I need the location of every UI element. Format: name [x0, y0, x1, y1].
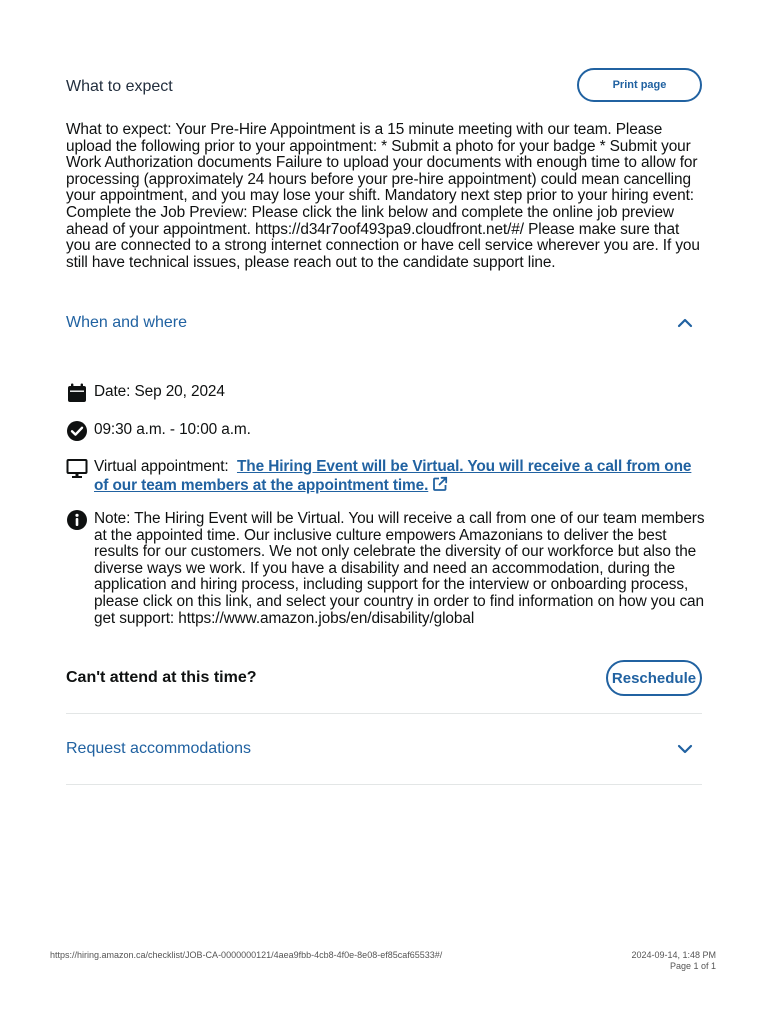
what-to-expect-title: What to expect: [66, 78, 173, 95]
request-accommodations-title: Request accommodations: [66, 740, 251, 757]
footer-meta: [631, 950, 716, 972]
chevron-down-icon: [676, 740, 694, 758]
monitor-icon: [66, 457, 88, 479]
divider: [66, 713, 702, 714]
appointment-time: 09:30 a.m. - 10:00 a.m.: [94, 421, 251, 438]
footer-datetime: 2024-09-14, 1:48 PM: [631, 950, 716, 960]
print-page-button[interactable]: Print page: [577, 68, 702, 102]
request-accommodations-accordion[interactable]: [66, 734, 702, 764]
when-and-where-title: When and where: [66, 314, 187, 331]
when-and-where-accordion[interactable]: [66, 308, 702, 338]
calendar-icon: [66, 382, 88, 404]
virtual-appointment-label: Virtual appointment:: [94, 458, 229, 475]
virtual-appointment-link[interactable]: The Hiring Event will be Virtual. You will receive a call from one of our team members at the appointment time.: [94, 458, 692, 494]
reschedule-row: [66, 660, 702, 696]
info-icon: [66, 509, 88, 531]
divider: [66, 784, 702, 785]
check-circle-icon: [66, 420, 88, 442]
external-link-icon[interactable]: [432, 476, 448, 492]
cant-attend-label: Can't attend at this time?: [66, 669, 257, 686]
what-to-expect-header: [66, 68, 702, 106]
date-row: [66, 384, 706, 404]
appointment-date: Date: Sep 20, 2024: [94, 383, 225, 400]
footer-page-number: Page 1 of 1: [669, 961, 716, 971]
footer-url: https://hiring.amazon.ca/checklist/JOB-CA-0000000121/4aea9fbb-4cb8-4f0e-8e08-ef85caf65533#/: [50, 950, 443, 960]
what-to-expect-body: What to expect: Your Pre-Hire Appointment is a 15 minute meeting with our team. Please upload the following prior to your appointment: * Submit a photo for your badge * Submit your Work Authorization documents Failure to upload your documents with enough time to allow for processing (approximately 24 hours before your pre-hire appointment) could mean cancelling your appointment, and you may lose your shift. Mandatory next step prior to your hiring event: Complete the Job Preview: Please click the link below and complete the online job preview ahead of your appointment. https://d34r7oof493pa9.cloudfront.net/#/ Please make sure that you are connected to a strong internet connection or have cell service wherever you are. If you still have technical issues, please reach out to the candidate support line.: [66, 121, 700, 271]
reschedule-button[interactable]: Reschedule: [606, 660, 702, 696]
appointment-note: Note: The Hiring Event will be Virtual. You will receive a call from one of our team members at the appointed time. Our inclusive culture empowers Amazonians to deliver the best results for our customers. We not only celebrate the diversity of our workforce but also the diverse ways we work. If you have a disability and need an accommodation, during the application and hiring process, including support for the interview or onboarding process, please click on this link, and select your country in order to find information on how you can get support: https://www.amazon.jobs/en/disability/global: [94, 510, 705, 627]
time-row: [66, 422, 706, 442]
note-row: [66, 511, 706, 627]
chevron-up-icon: [676, 314, 694, 332]
virtual-appointment-row: [66, 459, 706, 494]
